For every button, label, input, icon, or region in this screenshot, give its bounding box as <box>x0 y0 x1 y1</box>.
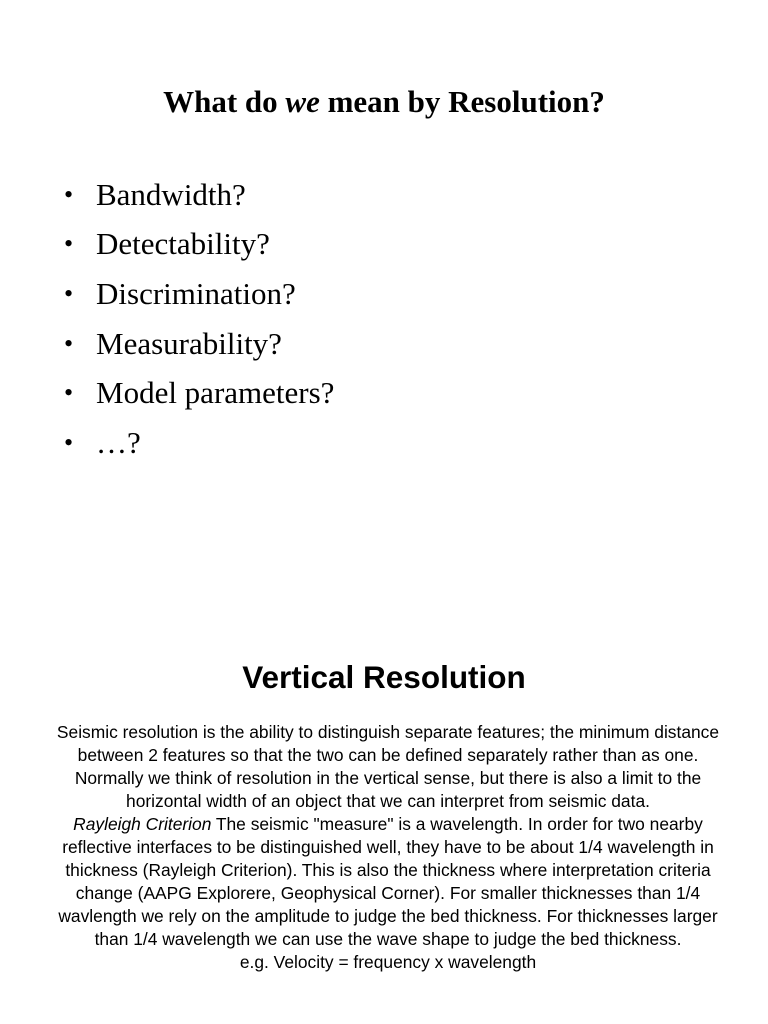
bullet-text: Discrimination? <box>96 275 296 311</box>
bullet-item <box>62 269 334 319</box>
bullet-icon: • <box>64 278 74 308</box>
notes-paragraph-definition: Seismic resolution is the ability to distinguish separate features; the minimum distance between 2 features so that the two can be defined separately rather than as one. Normally we think of resolution in the vertical sense, but there is also a limit to the horizontal width of an object that we can interpret from seismic data. <box>56 722 720 811</box>
rayleigh-criterion-term: Rayleigh Criterion <box>73 814 212 834</box>
notes-body <box>56 721 720 974</box>
rayleigh-criterion-text: The seismic "measure" is a wavelength. In order for two nearby reflective interfaces to be distinguished well, they have to be about 1/4 wavelength in thickness (Rayleigh Criterion). This is also the thickness where interpretation criteria change (AAPG Explorere, Geophysical Corner). For smaller thicknesses than 1/4 wavlength we rely on the amplitude to judge the bed thickness. For thicknesses larger than 1/4 wavelength we can use the wave shape to judge the bed thickness. <box>58 814 718 949</box>
slide-title-prefix: What do <box>163 84 286 119</box>
bullet-text: Measurability? <box>96 325 282 361</box>
bullet-item <box>62 319 334 369</box>
slide-title-emphasis: we <box>285 84 320 119</box>
bullet-text: Detectability? <box>96 226 270 262</box>
notes-heading: Vertical Resolution <box>242 659 526 695</box>
bullet-text: Bandwidth? <box>96 176 246 212</box>
slide-title <box>0 82 768 122</box>
bullet-item <box>62 418 334 468</box>
bullet-item <box>62 368 334 418</box>
bullet-text: …? <box>96 424 141 460</box>
notes-formula: e.g. Velocity = frequency x wavelength <box>239 952 537 972</box>
bullet-icon: • <box>64 229 74 259</box>
bullet-icon: • <box>64 378 74 408</box>
slide-title-suffix: mean by Resolution? <box>319 84 605 119</box>
bullet-icon: • <box>64 427 74 457</box>
notes-paragraph-rayleigh <box>56 813 720 951</box>
bullet-icon: • <box>64 179 74 209</box>
bullet-list <box>62 170 334 468</box>
bullet-item <box>62 220 334 270</box>
bullet-icon: • <box>64 328 74 358</box>
bullet-text: Model parameters? <box>96 375 335 411</box>
bullet-item <box>62 170 334 220</box>
